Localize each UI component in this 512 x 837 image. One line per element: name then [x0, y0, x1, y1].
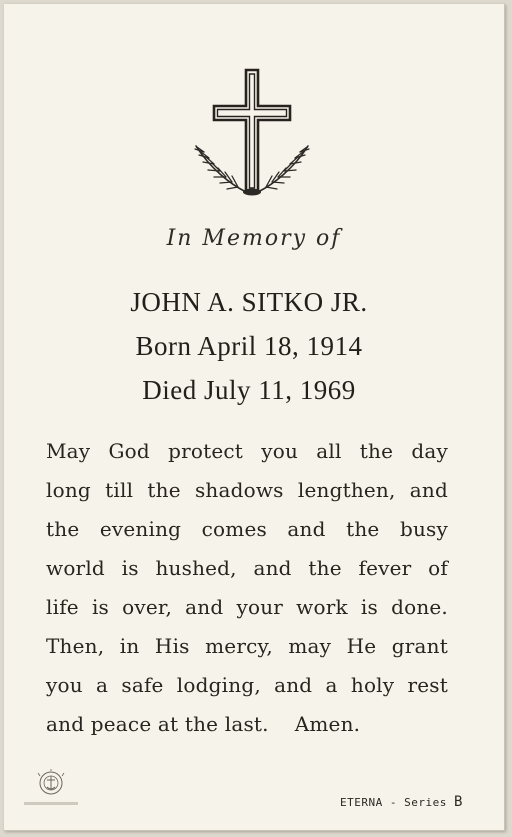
deceased-name: JOHN A. SITKO JR.	[130, 287, 368, 317]
verse-last-line	[46, 705, 448, 744]
birth-date: Born April 18, 1914	[135, 331, 363, 361]
cross-with-palm-branches-icon	[190, 68, 314, 202]
verse-line: and peace at the last.	[46, 712, 269, 736]
printer-mark	[340, 794, 463, 810]
verse-line: long till the shadows lengthen, and	[46, 478, 448, 502]
verse-line: you a safe lodging, and a holy rest	[46, 673, 448, 697]
amen-closing: Amen.	[294, 712, 361, 736]
printer-seal-icon	[22, 768, 80, 808]
verse-line: world is hushed, and the fever of	[46, 556, 448, 580]
memorial-card	[4, 4, 505, 831]
series-letter: B	[453, 794, 463, 810]
verse-line: the evening comes and the busy	[46, 517, 448, 541]
verse-line: life is over, and your work is done.	[46, 595, 448, 619]
printer-label: ETERNA - Series	[340, 796, 447, 809]
memory-heading: In Memory of	[166, 226, 342, 251]
verse-line: May God protect you all the day	[46, 439, 448, 463]
death-date: Died July 11, 1969	[142, 375, 356, 405]
prayer-verse	[46, 432, 448, 744]
verse-line: Then, in His mercy, may He grant	[46, 634, 448, 658]
